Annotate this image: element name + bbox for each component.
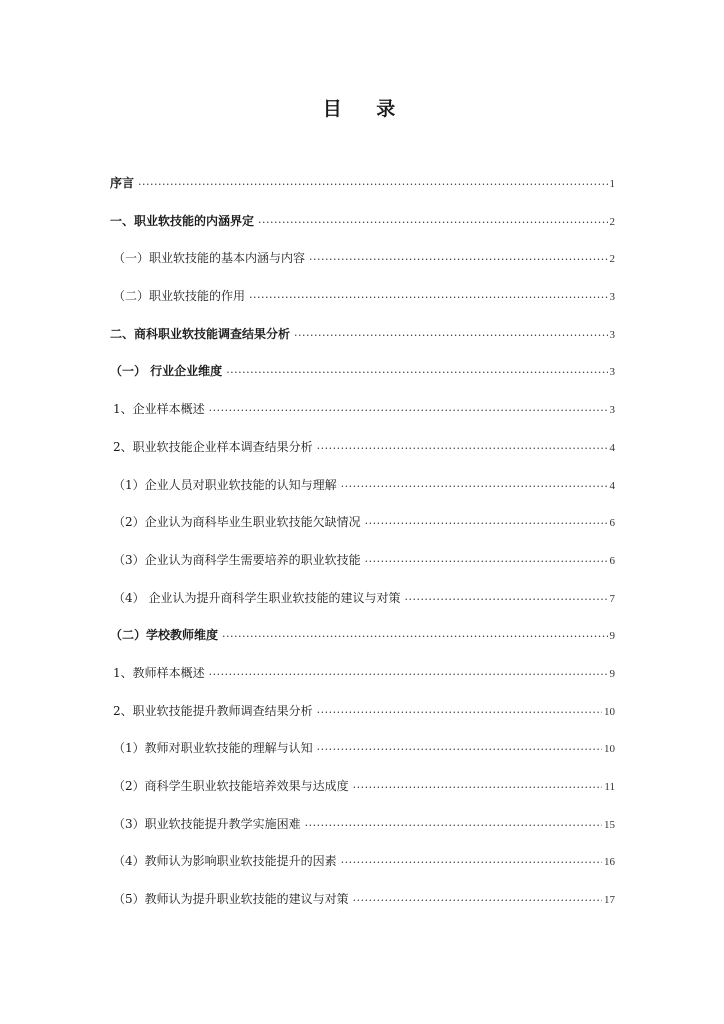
dot-leader — [317, 706, 602, 720]
toc-entry-label: （二）学校教师维度 — [110, 628, 219, 643]
dot-leader — [365, 517, 608, 531]
dot-leader — [341, 480, 608, 494]
toc-entry-label: （3）职业软技能提升教学实施困难 — [113, 816, 301, 831]
toc-entry[interactable] — [110, 664, 615, 702]
dot-leader — [341, 856, 602, 870]
toc-entry-label: 二、商科职业软技能调查结果分析 — [110, 326, 291, 341]
dot-leader — [317, 442, 608, 456]
toc-entry[interactable] — [110, 400, 615, 438]
toc-entry[interactable] — [110, 249, 615, 287]
toc-entry-page: 17 — [604, 894, 615, 907]
toc-entry-page: 7 — [609, 592, 615, 605]
toc-entry-page: 2 — [609, 215, 615, 228]
toc-entry[interactable] — [110, 626, 615, 664]
toc-entry-page: 9 — [609, 667, 615, 680]
dot-leader — [222, 630, 607, 644]
toc-entry[interactable] — [110, 589, 615, 627]
dot-leader — [404, 593, 607, 607]
toc-entry-label: 2、职业软技能提升教师调查结果分析 — [113, 703, 313, 718]
toc-entry[interactable] — [110, 777, 615, 815]
dot-leader — [305, 819, 602, 833]
toc-entry[interactable] — [110, 890, 615, 928]
dot-leader — [353, 781, 603, 795]
toc-entry[interactable] — [110, 438, 615, 476]
toc-entry-page: 3 — [609, 291, 615, 304]
toc-entry-page: 4 — [609, 441, 615, 454]
toc-entry-page: 11 — [604, 781, 615, 793]
toc-entry-label: 2、职业软技能企业样本调查结果分析 — [113, 439, 313, 454]
toc-entry-page: 10 — [604, 743, 615, 756]
toc-entry-page: 10 — [604, 705, 615, 718]
toc-entry[interactable] — [110, 852, 615, 890]
dot-leader — [138, 178, 607, 192]
toc-entry[interactable] — [110, 702, 615, 740]
toc-entry[interactable] — [110, 815, 615, 853]
dot-leader — [226, 366, 607, 380]
toc-entry-page: 15 — [604, 818, 615, 831]
dot-leader — [209, 404, 608, 418]
toc-entry-label: （2）商科学生职业软技能培养效果与达成度 — [113, 779, 349, 793]
toc-entry-page: 3 — [609, 404, 615, 417]
toc-entry-label: 一、职业软技能的内涵界定 — [110, 213, 255, 228]
toc-entry-page: 2 — [609, 253, 615, 266]
toc-entry-page: 16 — [604, 856, 615, 869]
toc-entry[interactable] — [110, 174, 615, 212]
dot-leader — [309, 253, 607, 267]
toc-entry-page: 3 — [609, 328, 615, 341]
toc-entry-page: 4 — [609, 479, 615, 492]
dot-leader — [258, 216, 607, 230]
dot-leader — [249, 291, 607, 305]
toc-entry[interactable] — [110, 212, 615, 250]
dot-leader — [209, 668, 608, 682]
toc-entry-label: （一） 行业企业维度 — [110, 364, 223, 379]
toc-entry[interactable] — [110, 325, 615, 363]
toc-entry-label: 1、教师样本概述 — [113, 665, 205, 680]
toc-entry-page: 1 — [609, 178, 615, 190]
toc-entry-page: 3 — [609, 366, 615, 379]
toc-entry[interactable] — [110, 362, 615, 400]
toc-entry-page: 6 — [609, 554, 615, 567]
toc-entry[interactable] — [110, 287, 615, 325]
dot-leader — [317, 743, 602, 757]
toc-entry-label: （4）教师认为影响职业软技能提升的因素 — [113, 854, 337, 869]
dot-leader — [294, 329, 607, 343]
toc-entry-label: （3）企业认为商科学生需要培养的职业软技能 — [113, 552, 361, 567]
toc-entry-label: （1）教师对职业软技能的理解与认知 — [113, 741, 313, 756]
toc-entry-label: （4） 企业认为提升商科学生职业软技能的建议与对策 — [113, 590, 401, 605]
toc-entry[interactable] — [110, 739, 615, 777]
page-title: 目 录 — [322, 98, 410, 120]
toc-entry-label: （二）职业软技能的作用 — [113, 289, 246, 304]
toc-entry-page: 9 — [609, 630, 615, 643]
table-of-contents — [110, 174, 615, 928]
toc-entry-page: 6 — [609, 517, 615, 530]
toc-entry[interactable] — [110, 476, 615, 514]
toc-entry-label: （一）职业软技能的基本内涵与内容 — [113, 251, 306, 266]
toc-entry-label: （2）企业认为商科毕业生职业软技能欠缺情况 — [113, 515, 361, 530]
dot-leader — [353, 894, 602, 908]
toc-entry-label: 1、企业样本概述 — [113, 402, 205, 417]
toc-entry[interactable] — [110, 551, 615, 589]
dot-leader — [365, 555, 608, 569]
toc-entry-label: （5）教师认为提升职业软技能的建议与对策 — [113, 892, 349, 907]
toc-entry-label: 序言 — [110, 176, 135, 190]
toc-entry[interactable] — [110, 513, 615, 551]
toc-entry-label: （1）企业人员对职业软技能的认知与理解 — [113, 477, 337, 492]
